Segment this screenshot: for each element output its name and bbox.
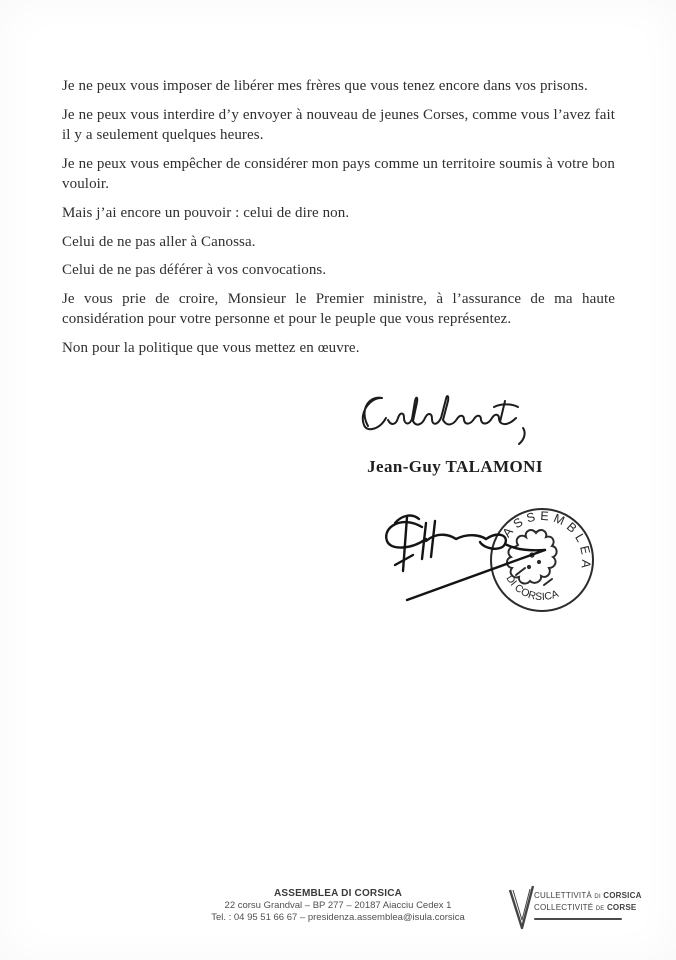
letter-paragraph: Non pour la politique que vous mettez en œuvre. — [62, 339, 360, 356]
footer-contact: Tel. : 04 95 51 66 67 – presidenza.assemblea@isula.corsica — [211, 911, 465, 923]
stamp-text-top: ASSEMBLEA — [499, 508, 594, 569]
stamp-text-left: DI CORSICA — [503, 573, 561, 604]
letter-paragraph: Je ne peux vous imposer de libérer mes frères que vous tenez encore dans vos prisons. — [62, 78, 588, 94]
logo-line-french: COLLECTIVITÉ DE CORSE — [534, 902, 637, 912]
collectivite-corse-logo — [506, 883, 642, 935]
letter-paragraph: Mais j’ai encore un pouvoir : celui de dire non. — [62, 204, 350, 221]
letter-paragraph: Je ne peux vous empêcher de considérer mon pays comme un territoire soumis à votre bon vouloir. — [62, 155, 615, 193]
letter-paragraph: Je ne peux vous interdire d’y envoyer à nouveau de jeunes Corses, comme vous l’avez fait il y a seulement quelques heures. — [62, 106, 615, 144]
footer-org-name: ASSEMBLEA DI CORSICA — [273, 888, 403, 899]
footer-address: 22 corsu Grandval – BP 277 – 20187 Aiacciu Cedex 1 — [224, 900, 452, 911]
logo-text — [534, 891, 642, 920]
closing-handwriting — [352, 388, 547, 446]
logo-line-corsu: CULLETTIVITÀ DI CORSICA — [534, 891, 642, 900]
stamp-emblem — [507, 530, 557, 585]
logo-underline — [534, 918, 622, 920]
letter-paragraph: Celui de ne pas aller à Canossa. — [62, 233, 256, 250]
letter-body — [62, 76, 615, 367]
letter-paragraph: Celui de ne pas déférer à vos convocations. — [62, 262, 327, 279]
signatory-name: Jean-Guy TALAMONI — [367, 457, 543, 476]
letter-paragraph: Je vous prie de croire, Monsieur le Premier ministre, à l’assurance de ma haute considération pour votre personne et pour le peuple que vous représentez. — [62, 290, 615, 328]
v-checkmark-icon — [506, 884, 534, 932]
official-stamp-and-signature — [378, 497, 618, 637]
